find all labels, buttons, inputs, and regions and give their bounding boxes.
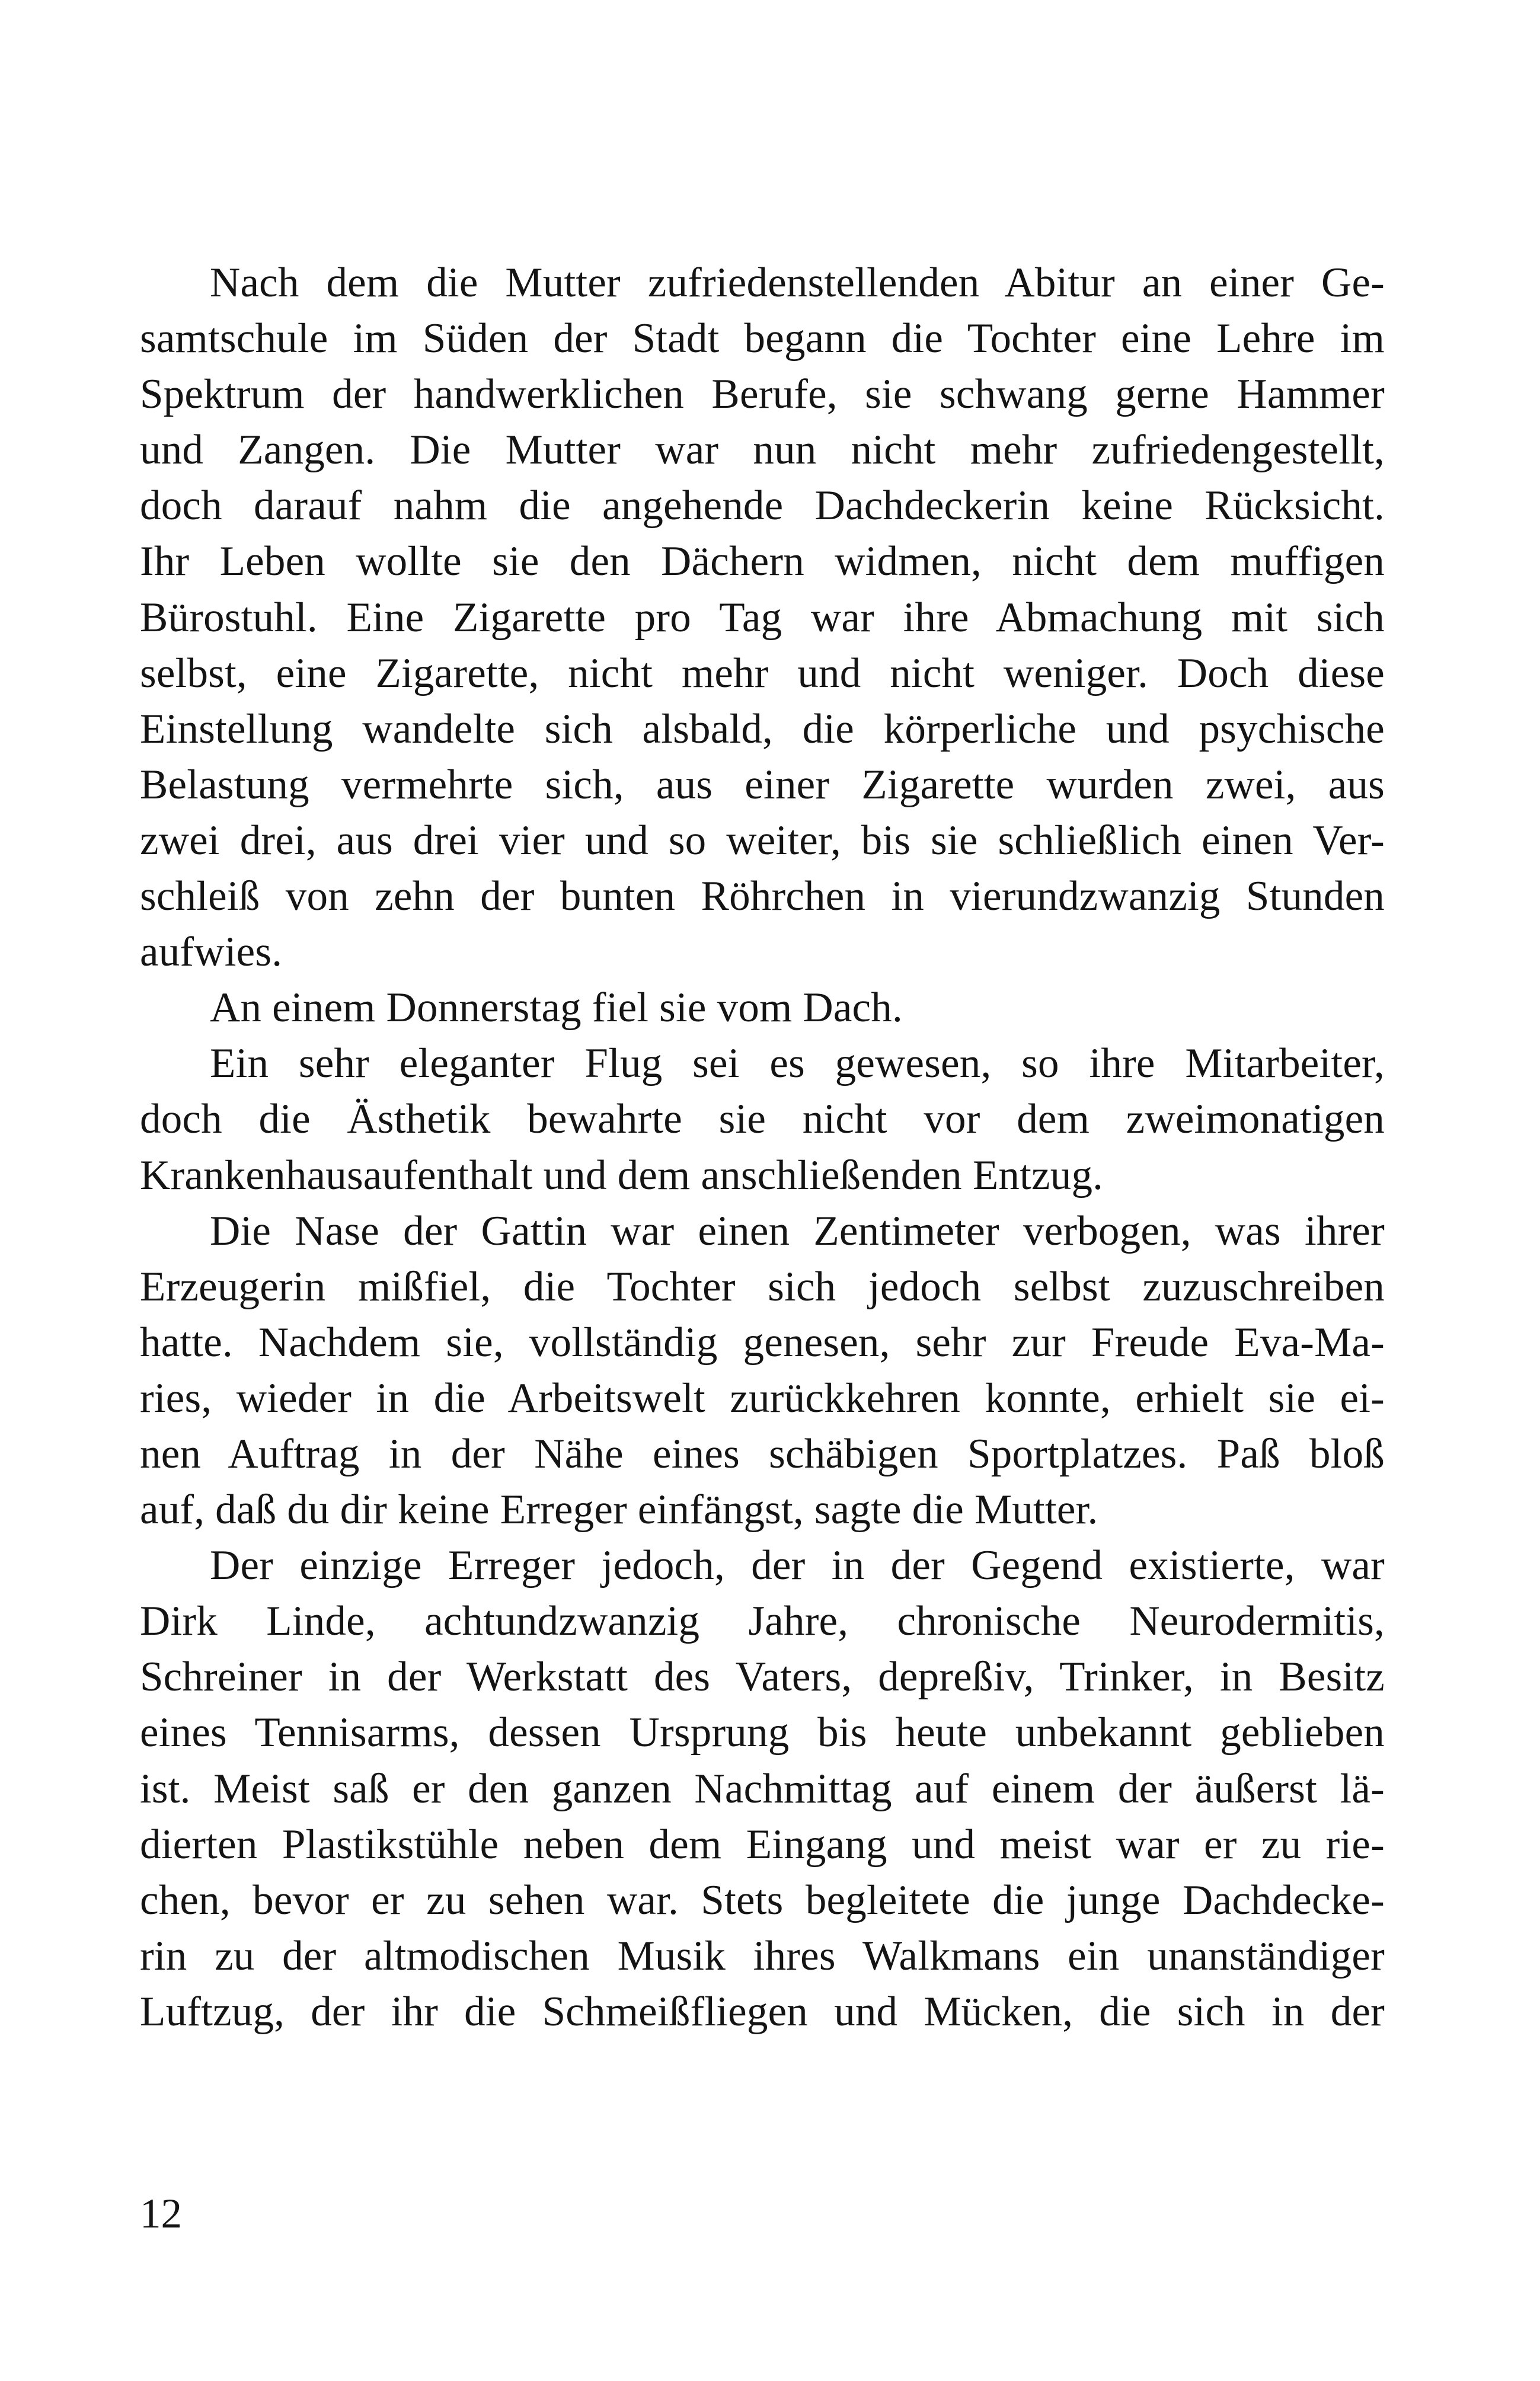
- text-line: und Zangen. Die Mutter war nun nicht mehr zufriedengestellt,: [140, 427, 1385, 474]
- text-line: Bürostuhl. Eine Zigarette pro Tag war ihre Abmachung mit sich: [140, 594, 1385, 641]
- paragraph: [140, 980, 1385, 1036]
- text-line: ries, wieder in die Arbeitswelt zurückkehren konnte, erhielt sie ei-: [140, 1375, 1385, 1421]
- text-line: Schreiner in der Werkstatt des Vaters, depreßiv, Trinker, in Besitz: [140, 1654, 1385, 1701]
- text-line: schleiß von zehn der bunten Röhrchen in vierundzwanzig Stunden: [140, 873, 1385, 920]
- text-line: Ihr Leben wollte sie den Dächern widmen, nicht dem muffigen: [140, 538, 1385, 585]
- text-line: rin zu der altmodischen Musik ihres Walkmans ein unanständiger: [140, 1932, 1385, 1979]
- paragraph: [140, 1538, 1385, 2040]
- text-line: ist. Meist saß er den ganzen Nachmittag auf einem der äußerst lä-: [140, 1765, 1385, 1812]
- page-number: 12: [140, 2191, 182, 2237]
- text-line: Der einzige Erreger jedoch, der in der Gegend existierte, war: [210, 1542, 1385, 1589]
- text-line: auf, daß du dir keine Erreger einfängst, sagte die Mutter.: [140, 1487, 1098, 1533]
- text-line: eines Tennisarms, dessen Ursprung bis heute unbekannt geblieben: [140, 1709, 1385, 1756]
- text-line: Dirk Linde, achtundzwanzig Jahre, chronische Neurodermitis,: [140, 1598, 1385, 1645]
- text-line: Luftzug, der ihr die Schmeißfliegen und Mücken, die sich in der: [140, 1988, 1385, 2035]
- paragraph: [140, 255, 1385, 980]
- text-line: doch die Ästhetik bewahrte sie nicht vor dem zweimonatigen: [140, 1096, 1385, 1143]
- text-line: aufwies.: [140, 929, 283, 976]
- text-line: chen, bevor er zu sehen war. Stets begleitete die junge Dachdecke-: [140, 1877, 1385, 1923]
- text-line: Belastung vermehrte sich, aus einer Zigarette wurden zwei, aus: [140, 761, 1385, 808]
- text-line: samtschule im Süden der Stadt begann die Tochter eine Lehre im: [140, 315, 1385, 362]
- text-line: doch darauf nahm die angehende Dachdeckerin keine Rücksicht.: [140, 482, 1385, 529]
- text-line: dierten Plastikstühle neben dem Eingang und meist war er zu rie-: [140, 1821, 1385, 1868]
- text-line: nen Auftrag in der Nähe eines schäbigen Sportplatzes. Paß bloß: [140, 1430, 1385, 1477]
- text-line: An einem Donnerstag fiel sie vom Dach.: [210, 985, 903, 1031]
- text-line: Einstellung wandelte sich alsbald, die körperliche und psychische: [140, 705, 1385, 752]
- text-line: Die Nase der Gattin war einen Zentimeter verbogen, was ihrer: [210, 1207, 1385, 1254]
- text-line: Ein sehr eleganter Flug sei es gewesen, so ihre Mitarbeiter,: [210, 1040, 1385, 1087]
- text-line: Spektrum der handwerklichen Berufe, sie schwang gerne Hammer: [140, 371, 1385, 418]
- body-text: [140, 255, 1385, 2040]
- text-line: Erzeugerin mißfiel, die Tochter sich jedoch selbst zuzuschreiben: [140, 1263, 1385, 1310]
- text-line: Krankenhausaufenthalt und dem anschließenden Entzug.: [140, 1152, 1104, 1199]
- text-line: hatte. Nachdem sie, vollständig genesen, sehr zur Freude Eva-Ma-: [140, 1319, 1385, 1366]
- text-line: selbst, eine Zigarette, nicht mehr und nicht weniger. Doch diese: [140, 650, 1385, 696]
- text-line: Nach dem die Mutter zufriedenstellenden Abitur an einer Ge-: [210, 260, 1385, 306]
- paragraph: [140, 1036, 1385, 1203]
- paragraph: [140, 1203, 1385, 1538]
- text-line: zwei drei, aus drei vier und so weiter, bis sie schließlich einen Ver-: [140, 817, 1385, 864]
